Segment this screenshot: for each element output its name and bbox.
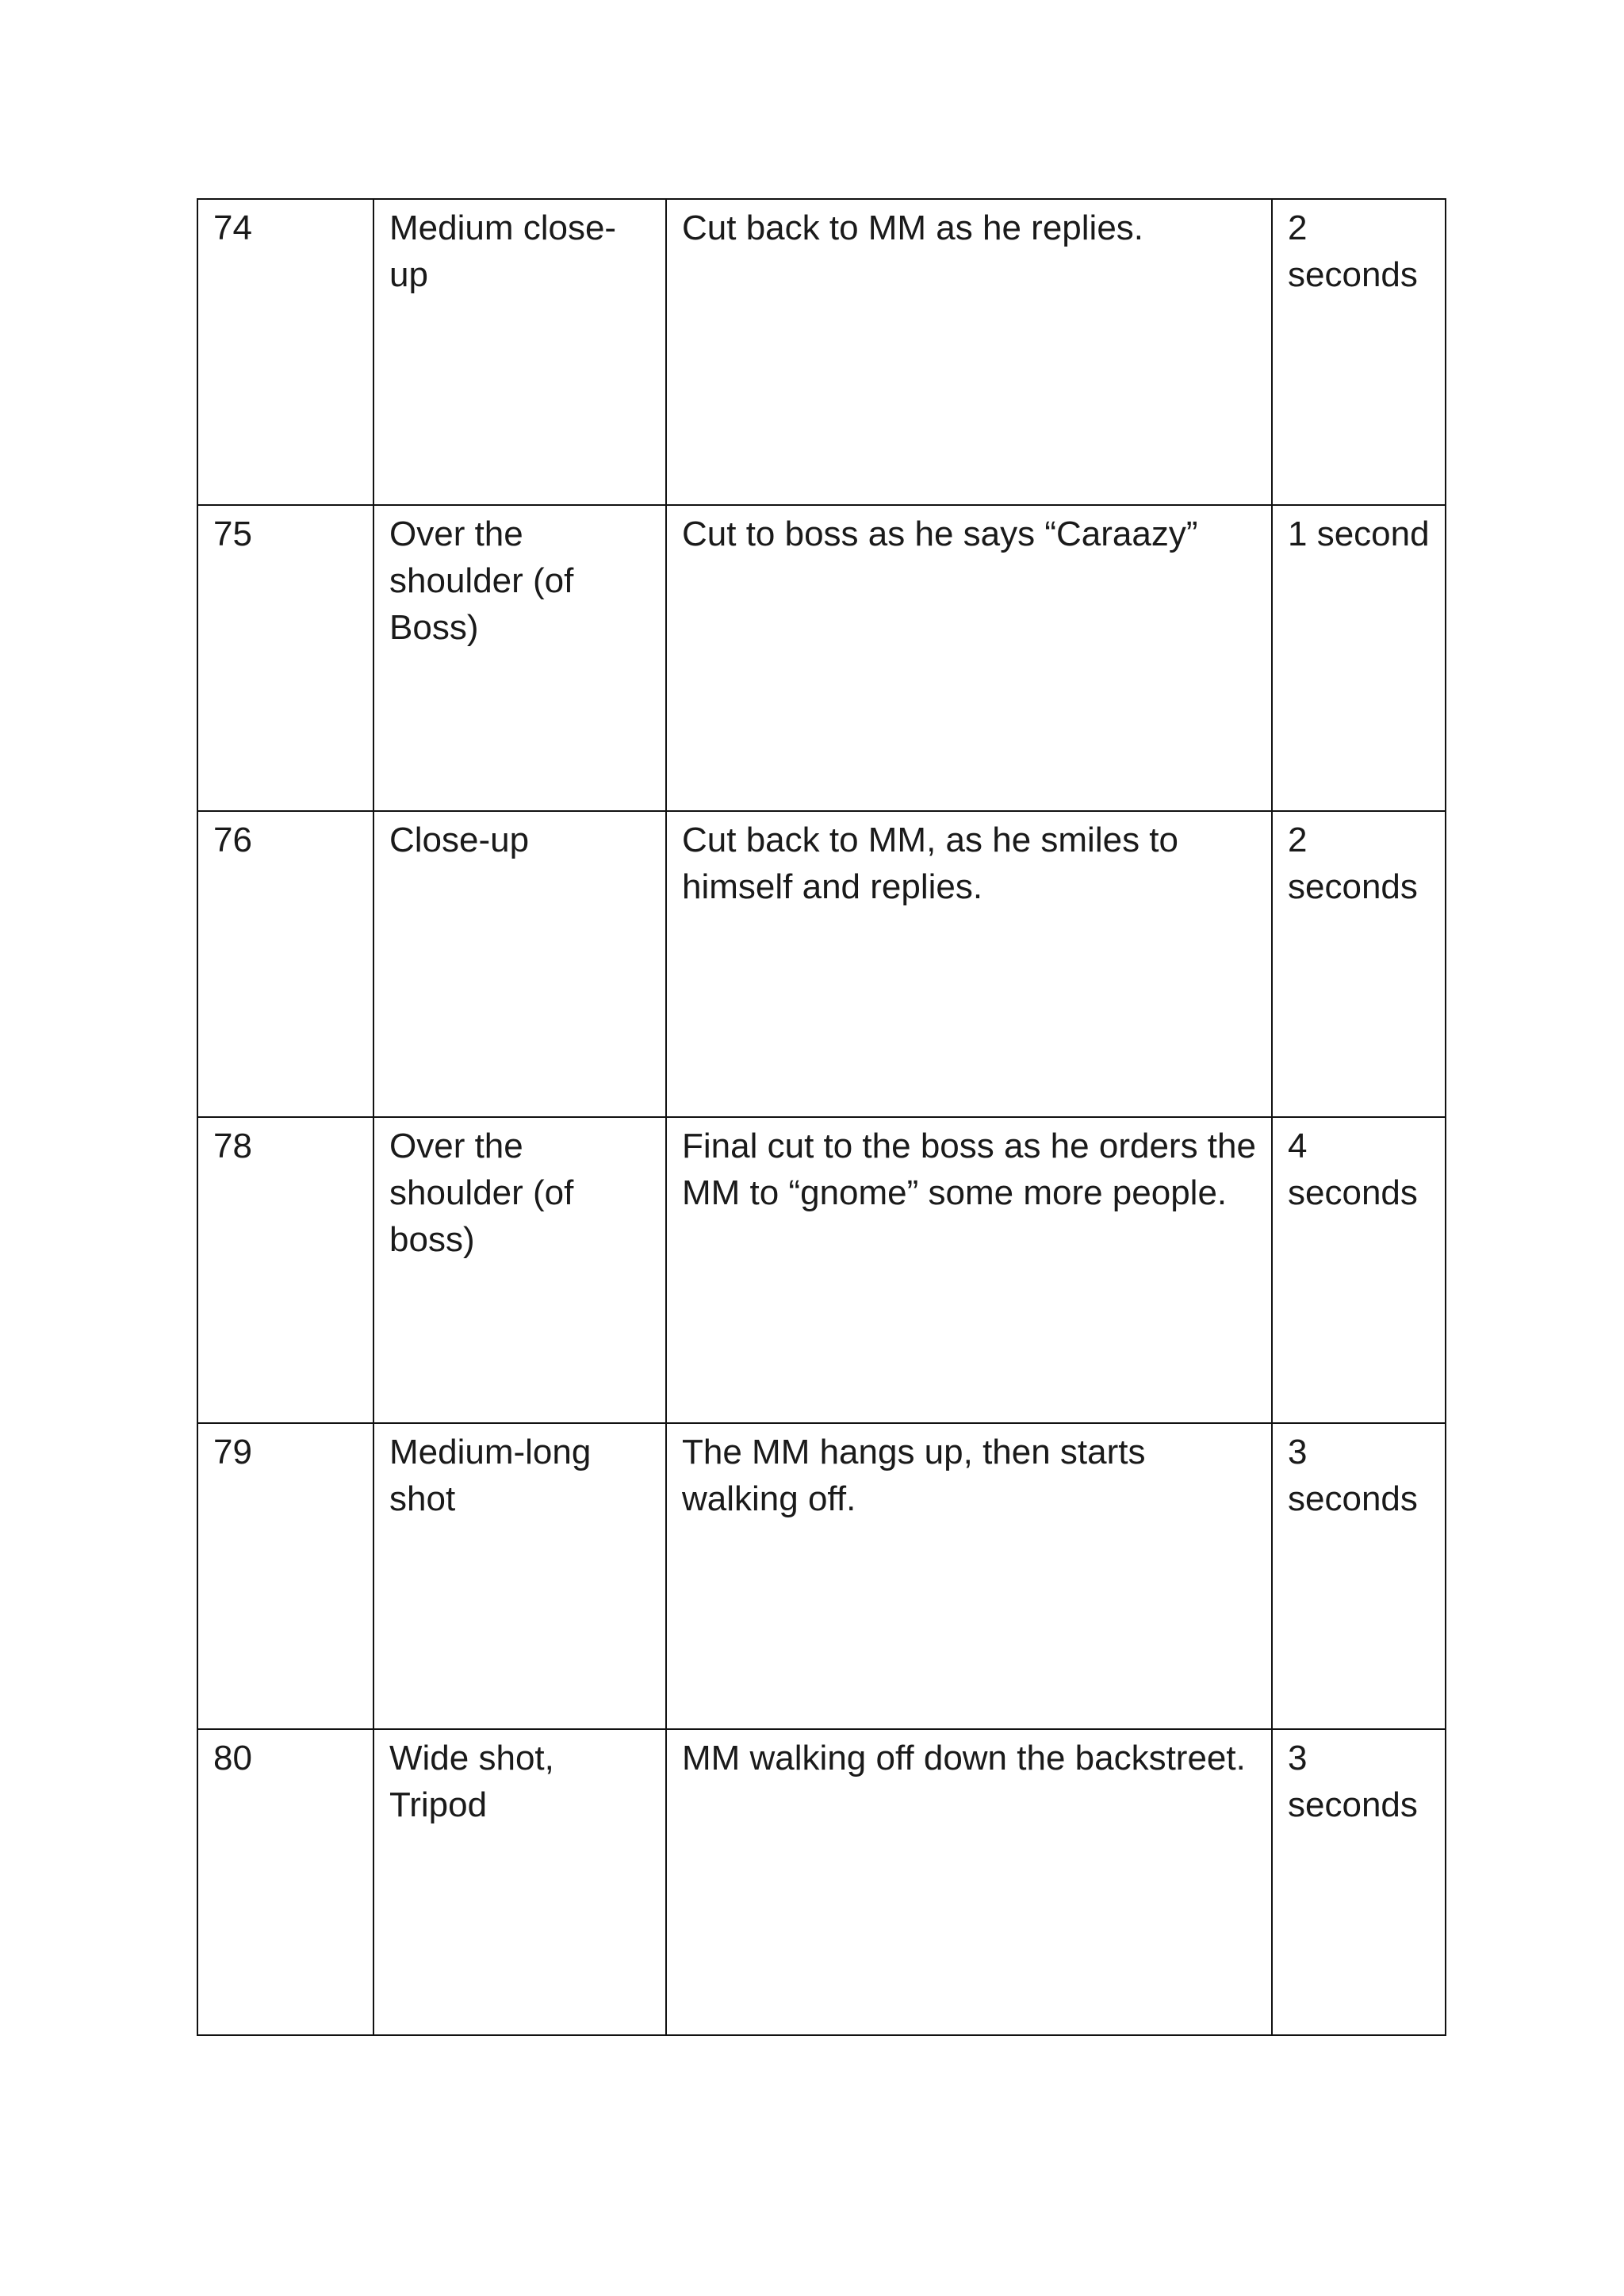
table-row	[197, 1117, 1446, 1423]
table-row	[197, 505, 1446, 811]
shot-number-cell: 80	[197, 1729, 373, 2035]
shot-duration-cell: 2 seconds	[1272, 811, 1446, 1117]
shot-description-cell: Cut back to MM as he replies.	[666, 199, 1272, 505]
shot-duration-cell: 2 seconds	[1272, 199, 1446, 505]
shot-type-cell: Over the shoulder (of boss)	[373, 1117, 666, 1423]
shot-type-cell: Wide shot, Tripod	[373, 1729, 666, 2035]
shot-description-cell: Cut to boss as he says “Caraazy”	[666, 505, 1272, 811]
shot-description-cell: MM walking off down the backstreet.	[666, 1729, 1272, 2035]
shot-type-cell: Medium-long shot	[373, 1423, 666, 1729]
shot-duration-cell: 1 second	[1272, 505, 1446, 811]
shot-number-cell: 74	[197, 199, 373, 505]
shot-type-cell: Medium close-up	[373, 199, 666, 505]
shot-description-cell: Final cut to the boss as he orders the MM to “gnome” some more people.	[666, 1117, 1272, 1423]
table-row	[197, 1423, 1446, 1729]
shot-number-cell: 79	[197, 1423, 373, 1729]
shot-duration-cell: 3 seconds	[1272, 1729, 1446, 2035]
shot-number-cell: 76	[197, 811, 373, 1117]
shot-number-cell: 75	[197, 505, 373, 811]
shot-description-cell: The MM hangs up, then starts walking off.	[666, 1423, 1272, 1729]
shot-list-table	[197, 198, 1446, 2036]
shot-number-cell: 78	[197, 1117, 373, 1423]
table-row	[197, 811, 1446, 1117]
shot-duration-cell: 4 seconds	[1272, 1117, 1446, 1423]
table-row	[197, 199, 1446, 505]
shot-duration-cell: 3 seconds	[1272, 1423, 1446, 1729]
shot-description-cell: Cut back to MM, as he smiles to himself and replies.	[666, 811, 1272, 1117]
shot-type-cell: Over the shoulder (of Boss)	[373, 505, 666, 811]
table-row	[197, 1729, 1446, 2035]
shot-type-cell: Close-up	[373, 811, 666, 1117]
